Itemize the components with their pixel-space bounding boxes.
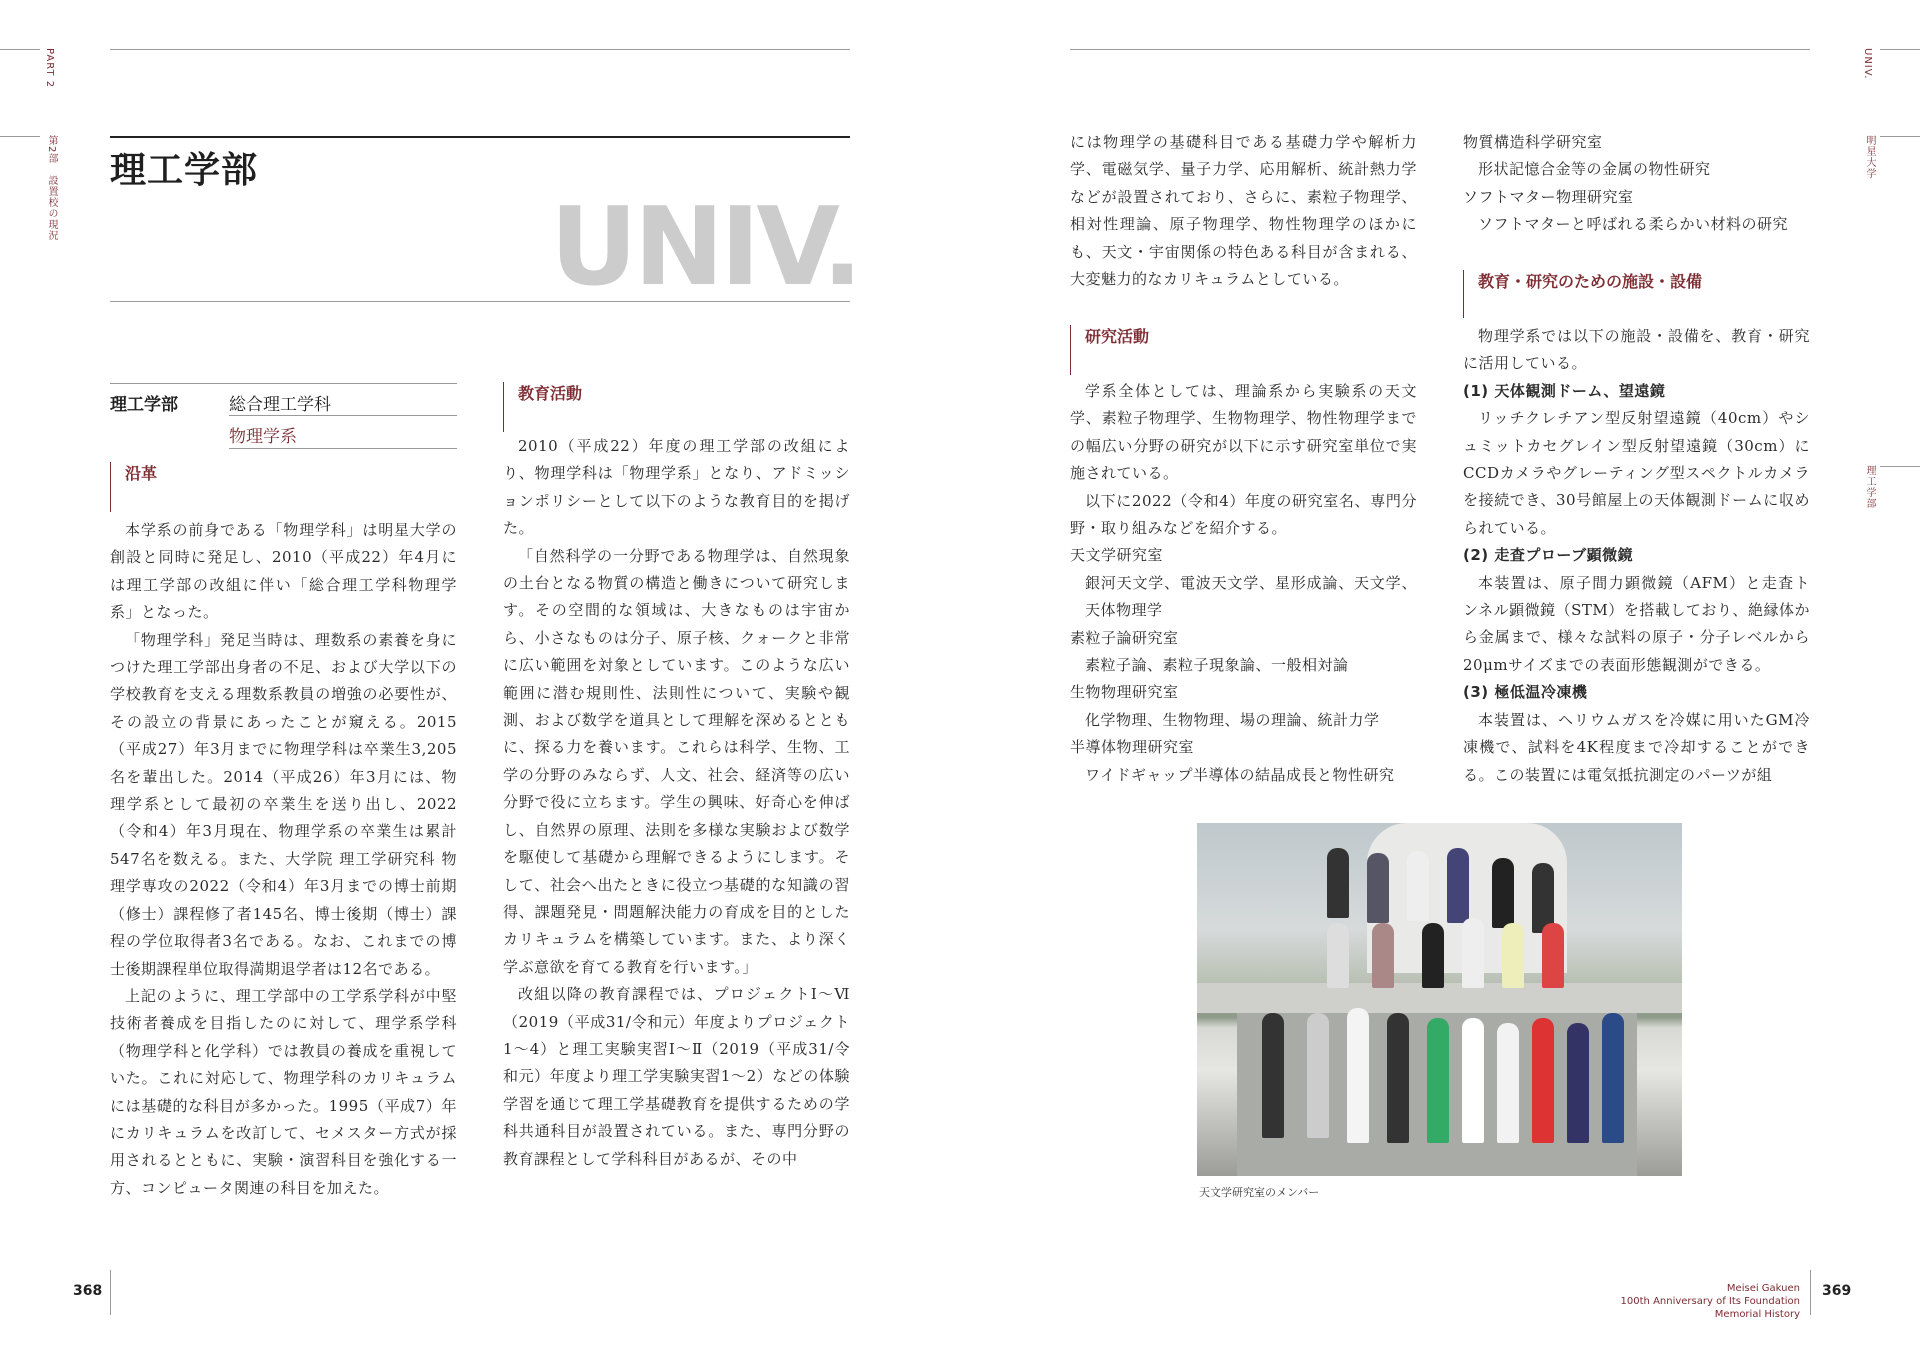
continued-text [1070,129,1417,293]
page-number-left: 368 [73,1283,103,1299]
title-top-rule [110,136,850,138]
lab-name: 物質構造科学研究室 [1463,133,1603,151]
education-body [503,433,850,1173]
person [1327,923,1349,988]
facility-text: リッチクレチアン型反射望遠鏡（40cm）やシュミットカセグレイン型反射望遠鏡（30cm）にCCDカメラやグレーティング型スペクトルカメラを接続でき、30号館屋上の天体観測ドームに収められている。 [1463,409,1810,537]
research-intro: 以下に2022（令和4）年度の研究室名、専門分野・取り組みなどを紹介する。 [1070,491,1417,538]
univ-watermark: UNIV. [550,185,859,310]
facility-text: 本装置は、原子間力顕微鏡（AFM）と走査トンネル顕微鏡（STM）を搭載しており、絶縁体から金属まで、様々な試料の原子・分子レベルから20μmサイズまでの表面形態観測ができる。 [1463,573,1810,674]
lab-name: ソフトマター物理研究室 [1463,187,1634,206]
lab-desc: 素粒子論、素粒子現象論、一般相対論 [1085,656,1349,675]
right-margin-rule-top [1880,49,1920,50]
right-margin-rule-mid [1880,136,1920,137]
history-heading: 沿革 [110,462,157,512]
education-paragraph: 2010（平成22）年度の理工学部の改組により、物理学科は「物理学系」となり、アドミッションポリシーとして以下のような教育目的を掲げた。 [503,437,850,538]
right-top-rule [1070,49,1810,50]
left-margin-rule-top [0,49,40,50]
labs-continued [1463,129,1810,239]
dept-rule-mid [229,415,457,416]
side-univ-label: UNIV. [1862,48,1873,80]
footer-line: Meisei Gakuen [1726,1283,1800,1294]
person [1492,858,1514,928]
folio-rule-left [110,1270,111,1315]
facility-title: (2) 走査プローブ顕微鏡 [1463,546,1634,565]
education-paragraph: 「自然科学の一分野である物理学は、自然現象の土台となる物質の構造と働きについて研究します。その空間的な領域は、大きなものは宇宙から、小さなものは分子、原子核、クォークと非常に広い範囲を対象としています。このような広い範囲に潜む規則性、法則性について、実験や観測、および数学を道具として理解を深めるとともに、探る力を養います。これらは科学、生物、工学の分野のみならず、人文、社会、経済等の広い分野で役に立ちます。学生の興味、好奇心を伸ばし、自然界の原理、法則を多様な実験および数学を駆使して基礎から理解できるようにします。そして、社会へ出たときに役立つ基礎的な知識の習得、課題発見・問題解決能力の育成を目的としたカリキュラムを構築しています。また、より深く学ぶ意欲を育てる教育を行います。」 [503,546,850,976]
section-label: 第2部 設置校の現況 [46,135,57,242]
left-top-rule [110,49,850,50]
person [1327,848,1349,918]
side-faculty-name: 理工学部 [1864,465,1875,509]
footer-line: 100th Anniversary of Its Foundation [1620,1296,1800,1307]
person [1542,923,1564,988]
lab-name: 天文学研究室 [1070,546,1164,565]
footer-line: Memorial History [1714,1309,1800,1320]
person [1427,1018,1449,1143]
lab-desc: ソフトマターと呼ばれる柔らかい材料の研究 [1478,215,1789,234]
side-university-name: 明星大学 [1864,135,1875,179]
person [1367,853,1389,923]
person [1387,1013,1409,1143]
person [1262,1013,1284,1138]
person [1462,1018,1484,1143]
lab-name: 素粒子論研究室 [1070,628,1179,647]
lab-name: 生物物理研究室 [1070,683,1179,702]
photo-caption: 天文学研究室のメンバー [1199,1186,1320,1199]
person [1567,1023,1589,1143]
person [1447,848,1469,923]
dept-item-course: 総合理工学科 [229,395,331,415]
person [1407,851,1429,921]
footer-branding [1621,1282,1800,1321]
page-number-right: 369 [1822,1283,1852,1299]
page-title: 理工学部 [110,150,259,191]
research-heading: 研究活動 [1070,325,1149,375]
person [1497,1023,1519,1143]
part-label: PART 2 [44,48,55,89]
right-margin-rule-low [1880,466,1920,467]
folio-rule-right [1810,1270,1811,1315]
person [1602,1013,1624,1143]
history-paragraph: 本学系の前身である「物理学科」は明星大学の創設と同時に発足し、2010（平成22）年4月には理工学部の改組に伴い「総合理工学科物理学系」となった。 [110,521,457,622]
person [1502,923,1524,988]
lab-desc: ワイドギャップ半導体の結晶成長と物性研究 [1085,765,1395,784]
dept-item-program: 物理学系 [229,427,297,447]
lab-desc: 銀河天文学、電波天文学、星形成論、天文学、天体物理学 [1085,573,1417,620]
history-paragraph: 上記のように、理工学部中の工学系学科が中堅技術者養成を目指したのに対して、理学系学科（物理学科と化学科）では教員の養成を重視していた。これに対応して、物理学科のカリキュラムには基礎的な科目が多かった。1995（平成7）年にカリキュラムを改訂して、セメスター方式が採用されるとともに、実験・演習科目を強化する一方、コンピュータ関連の科目を加えた。 [110,986,457,1197]
lab-name: 半導体物理研究室 [1070,738,1195,757]
continued-paragraph: には物理学の基礎科目である基礎力学や解析力学、電磁気学、量子力学、応用解析、統計熱力学などが設置されており、さらに、素粒子物理学、相対性理論、原子物理学、物性物理学のほかにも、天文・宇宙関係の特色ある科目が含まれる、大変魅力的なカリキュラムとしている。 [1070,133,1417,289]
dept-rule-top [110,383,457,384]
research-intro: 学系全体としては、理論系から実験系の天文学、素粒子物理学、生物物理学、物性物理学までの幅広い分野の研究が以下に示す研究室単位で実施されている。 [1070,382,1417,483]
research-body [1070,378,1417,789]
person [1462,918,1484,988]
facility-title: (3) 極低温冷凍機 [1463,683,1588,702]
lab-desc: 化学物理、生物物理、場の理論、統計力学 [1085,710,1380,729]
lab-desc: 形状記憶合金等の金属の物性研究 [1478,160,1711,179]
history-body [110,517,457,1202]
education-paragraph: 改組以降の教育課程では、プロジェクトⅠ～Ⅵ（2019（平成31/令和元）年度よりプロジェクト1～4）と理工実験実習Ⅰ～Ⅱ（2019（平成31/令和元）年度より理工学実験実習1～2）などの体験学習を通じて理工学基礎教育を提供するための学科共通科目が設置されている。また、専門分野の教育課程として学科科目があるが、その中 [503,985,850,1168]
person [1532,1018,1554,1143]
dept-label: 理工学部 [110,395,178,415]
facilities-body [1463,323,1810,789]
person [1422,923,1444,988]
person [1347,1008,1369,1143]
left-margin-rule-mid [0,136,40,137]
title-bottom-rule [110,301,850,302]
facility-title: (1) 天体観測ドーム、望遠鏡 [1463,381,1666,400]
person [1307,1013,1329,1138]
group-photo [1197,823,1682,1176]
facilities-heading: 教育・研究のための施設・設備 [1463,270,1702,318]
dept-rule-bottom [229,448,457,449]
history-paragraph: 「物理学科」発足当時は、理数系の素養を身につけた理工学部出身者の不足、および大学以下の学校教育を支える理数系教員の増強の必要性が、その設立の背景にあったことが窺える。2015（平成27）年3月までに物理学科は卒業生3,205名を輩出した。2014（平成26）年3月には、物理学系として最初の卒業生を送り出し、2022（令和4）年3月現在、物理学系の卒業生は累計547名を数える。また、大学院 理工学研究科 物理学専攻の2022（令和4）年3月までの博士前期（修士）課程修了者145名、博士後期（博士）課程の学位取得者3名である。なお、これまでの博士後期課程単位取得満期退学者は12名である。 [110,630,457,978]
education-heading: 教育活動 [503,382,582,432]
facility-text: 本装置は、ヘリウムガスを冷媒に用いたGM冷凍機で、試料を4K程度まで冷却することができる。この装置には電気抵抗測定のパーツが組 [1463,710,1810,784]
person [1372,923,1394,988]
facilities-intro: 物理学系では以下の施設・設備を、教育・研究に活用している。 [1463,327,1810,373]
